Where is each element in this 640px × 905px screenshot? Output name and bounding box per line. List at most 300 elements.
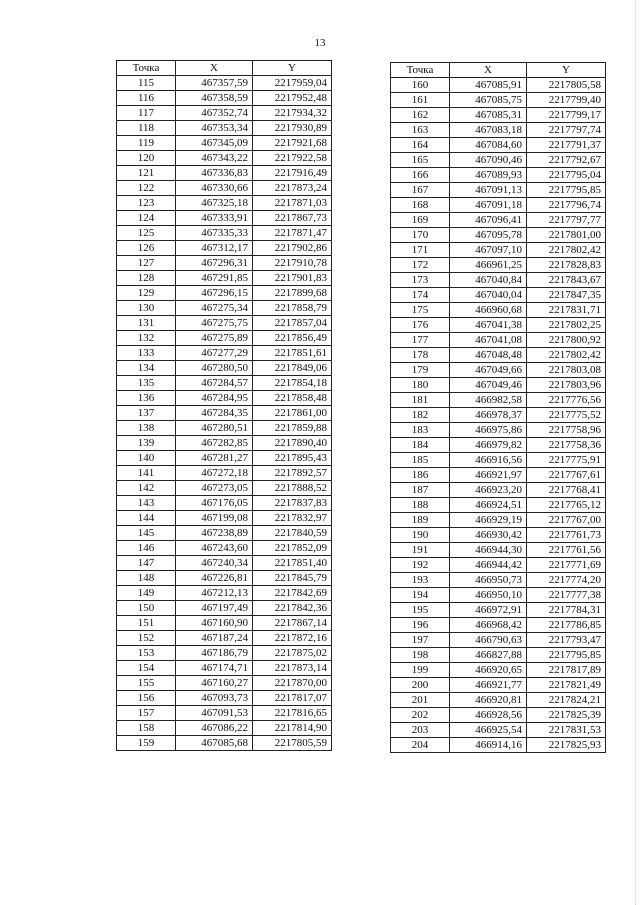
x-coordinate-cell: 467296,15 xyxy=(176,286,253,301)
table-row xyxy=(391,348,606,363)
x-coordinate-cell: 466921,77 xyxy=(450,678,527,693)
table-row xyxy=(391,138,606,153)
table-row xyxy=(391,708,606,723)
x-coordinate-cell: 467275,34 xyxy=(176,301,253,316)
point-number-cell: 125 xyxy=(117,226,176,241)
point-number-cell: 162 xyxy=(391,108,450,123)
table-row xyxy=(117,361,332,376)
table-row xyxy=(117,721,332,736)
table-row xyxy=(117,706,332,721)
x-coordinate-cell: 467186,79 xyxy=(176,646,253,661)
point-number-cell: 127 xyxy=(117,256,176,271)
point-number-cell: 148 xyxy=(117,571,176,586)
point-number-cell: 115 xyxy=(117,76,176,91)
table-row xyxy=(391,273,606,288)
x-coordinate-cell: 466930,42 xyxy=(450,528,527,543)
y-coordinate-cell: 2217792,67 xyxy=(527,153,606,168)
table-row xyxy=(117,496,332,511)
y-coordinate-cell: 2217959,04 xyxy=(253,76,332,91)
x-coordinate-cell: 467281,27 xyxy=(176,451,253,466)
coordinates-table-right xyxy=(390,62,606,753)
y-coordinate-cell: 2217858,48 xyxy=(253,391,332,406)
table-row xyxy=(391,213,606,228)
table-row xyxy=(117,676,332,691)
point-number-cell: 126 xyxy=(117,241,176,256)
y-coordinate-cell: 2217892,57 xyxy=(253,466,332,481)
y-coordinate-cell: 2217828,83 xyxy=(527,258,606,273)
y-coordinate-cell: 2217921,68 xyxy=(253,136,332,151)
y-coordinate-cell: 2217768,41 xyxy=(527,483,606,498)
y-coordinate-cell: 2217774,20 xyxy=(527,573,606,588)
page-number: 13 xyxy=(314,37,326,49)
x-coordinate-cell: 467040,04 xyxy=(450,288,527,303)
table-row xyxy=(117,646,332,661)
y-coordinate-cell: 2217803,96 xyxy=(527,378,606,393)
x-coordinate-cell: 466921,97 xyxy=(450,468,527,483)
y-coordinate-cell: 2217870,00 xyxy=(253,676,332,691)
x-coordinate-cell: 466790,63 xyxy=(450,633,527,648)
x-coordinate-cell: 467090,46 xyxy=(450,153,527,168)
y-coordinate-cell: 2217842,69 xyxy=(253,586,332,601)
x-coordinate-cell: 467174,71 xyxy=(176,661,253,676)
coordinates-table-body xyxy=(391,78,606,753)
y-coordinate-cell: 2217901,83 xyxy=(253,271,332,286)
y-coordinate-cell: 2217872,16 xyxy=(253,631,332,646)
x-coordinate-cell: 466950,10 xyxy=(450,588,527,603)
y-coordinate-cell: 2217817,07 xyxy=(253,691,332,706)
point-number-cell: 146 xyxy=(117,541,176,556)
y-coordinate-cell: 2217821,49 xyxy=(527,678,606,693)
y-coordinate-cell: 2217816,65 xyxy=(253,706,332,721)
point-number-cell: 143 xyxy=(117,496,176,511)
table-row xyxy=(391,648,606,663)
point-number-cell: 156 xyxy=(117,691,176,706)
point-number-cell: 190 xyxy=(391,528,450,543)
y-coordinate-cell: 2217922,58 xyxy=(253,151,332,166)
y-coordinate-cell: 2217791,37 xyxy=(527,138,606,153)
x-coordinate-cell: 467086,22 xyxy=(176,721,253,736)
table-row xyxy=(391,453,606,468)
x-coordinate-cell: 467345,09 xyxy=(176,136,253,151)
table-row xyxy=(391,78,606,93)
table-row xyxy=(117,571,332,586)
y-coordinate-cell: 2217871,03 xyxy=(253,196,332,211)
x-coordinate-cell: 467335,33 xyxy=(176,226,253,241)
point-number-cell: 133 xyxy=(117,346,176,361)
column-header-x: X xyxy=(176,61,253,76)
point-number-cell: 122 xyxy=(117,181,176,196)
table-row xyxy=(391,393,606,408)
y-coordinate-cell: 2217784,31 xyxy=(527,603,606,618)
y-coordinate-cell: 2217902,86 xyxy=(253,241,332,256)
point-number-cell: 161 xyxy=(391,93,450,108)
x-coordinate-cell: 467091,18 xyxy=(450,198,527,213)
point-number-cell: 130 xyxy=(117,301,176,316)
y-coordinate-cell: 2217867,73 xyxy=(253,211,332,226)
y-coordinate-cell: 2217802,25 xyxy=(527,318,606,333)
table-row xyxy=(391,468,606,483)
table-row xyxy=(117,691,332,706)
y-coordinate-cell: 2217814,90 xyxy=(253,721,332,736)
point-number-cell: 157 xyxy=(117,706,176,721)
y-coordinate-cell: 2217859,88 xyxy=(253,421,332,436)
y-coordinate-cell: 2217825,39 xyxy=(527,708,606,723)
x-coordinate-cell: 467160,27 xyxy=(176,676,253,691)
point-number-cell: 189 xyxy=(391,513,450,528)
point-number-cell: 158 xyxy=(117,721,176,736)
y-coordinate-cell: 2217758,96 xyxy=(527,423,606,438)
y-coordinate-cell: 2217858,79 xyxy=(253,301,332,316)
y-coordinate-cell: 2217824,21 xyxy=(527,693,606,708)
point-number-cell: 169 xyxy=(391,213,450,228)
point-number-cell: 142 xyxy=(117,481,176,496)
point-number-cell: 139 xyxy=(117,436,176,451)
x-coordinate-cell: 467199,08 xyxy=(176,511,253,526)
table-row xyxy=(391,423,606,438)
x-coordinate-cell: 467357,59 xyxy=(176,76,253,91)
y-coordinate-cell: 2217775,91 xyxy=(527,453,606,468)
point-number-cell: 164 xyxy=(391,138,450,153)
x-coordinate-cell: 466975,86 xyxy=(450,423,527,438)
y-coordinate-cell: 2217795,04 xyxy=(527,168,606,183)
table-row xyxy=(391,633,606,648)
point-number-cell: 193 xyxy=(391,573,450,588)
point-number-cell: 153 xyxy=(117,646,176,661)
point-number-cell: 118 xyxy=(117,121,176,136)
y-coordinate-cell: 2217843,67 xyxy=(527,273,606,288)
x-coordinate-cell: 467238,89 xyxy=(176,526,253,541)
x-coordinate-cell: 467041,08 xyxy=(450,333,527,348)
table-row xyxy=(117,196,332,211)
y-coordinate-cell: 2217801,00 xyxy=(527,228,606,243)
y-coordinate-cell: 2217831,71 xyxy=(527,303,606,318)
y-coordinate-cell: 2217873,14 xyxy=(253,661,332,676)
table-row xyxy=(391,543,606,558)
y-coordinate-cell: 2217851,61 xyxy=(253,346,332,361)
table-row xyxy=(391,483,606,498)
x-coordinate-cell: 466961,25 xyxy=(450,258,527,273)
point-number-cell: 188 xyxy=(391,498,450,513)
y-coordinate-cell: 2217847,35 xyxy=(527,288,606,303)
table-row xyxy=(117,586,332,601)
table-row xyxy=(117,331,332,346)
point-number-cell: 194 xyxy=(391,588,450,603)
y-coordinate-cell: 2217849,06 xyxy=(253,361,332,376)
x-coordinate-cell: 466928,56 xyxy=(450,708,527,723)
x-coordinate-cell: 467312,17 xyxy=(176,241,253,256)
point-number-cell: 154 xyxy=(117,661,176,676)
point-number-cell: 163 xyxy=(391,123,450,138)
point-number-cell: 168 xyxy=(391,198,450,213)
x-coordinate-cell: 467160,90 xyxy=(176,616,253,631)
column-header-y: Y xyxy=(253,61,332,76)
column-header-point: Точка xyxy=(117,61,176,76)
table-row xyxy=(117,616,332,631)
table-row xyxy=(117,661,332,676)
x-coordinate-cell: 467091,13 xyxy=(450,183,527,198)
y-coordinate-cell: 2217899,68 xyxy=(253,286,332,301)
table-row xyxy=(391,378,606,393)
table-row xyxy=(391,438,606,453)
table-row xyxy=(391,153,606,168)
x-coordinate-cell: 467284,35 xyxy=(176,406,253,421)
x-coordinate-cell: 467284,57 xyxy=(176,376,253,391)
point-number-cell: 149 xyxy=(117,586,176,601)
table-row xyxy=(117,166,332,181)
table-row xyxy=(117,376,332,391)
table-row xyxy=(117,466,332,481)
table-row xyxy=(391,693,606,708)
point-number-cell: 201 xyxy=(391,693,450,708)
point-number-cell: 200 xyxy=(391,678,450,693)
x-coordinate-cell: 467343,22 xyxy=(176,151,253,166)
table-header-row xyxy=(391,63,606,78)
y-coordinate-cell: 2217758,36 xyxy=(527,438,606,453)
point-number-cell: 172 xyxy=(391,258,450,273)
y-coordinate-cell: 2217795,85 xyxy=(527,648,606,663)
x-coordinate-cell: 467325,18 xyxy=(176,196,253,211)
y-coordinate-cell: 2217934,32 xyxy=(253,106,332,121)
y-coordinate-cell: 2217803,08 xyxy=(527,363,606,378)
x-coordinate-cell: 466920,81 xyxy=(450,693,527,708)
point-number-cell: 151 xyxy=(117,616,176,631)
y-coordinate-cell: 2217842,36 xyxy=(253,601,332,616)
point-number-cell: 171 xyxy=(391,243,450,258)
point-number-cell: 178 xyxy=(391,348,450,363)
y-coordinate-cell: 2217795,85 xyxy=(527,183,606,198)
table-row xyxy=(117,91,332,106)
x-coordinate-cell: 467282,85 xyxy=(176,436,253,451)
x-coordinate-cell: 466978,37 xyxy=(450,408,527,423)
y-coordinate-cell: 2217799,17 xyxy=(527,108,606,123)
y-coordinate-cell: 2217799,40 xyxy=(527,93,606,108)
y-coordinate-cell: 2217856,49 xyxy=(253,331,332,346)
y-coordinate-cell: 2217771,69 xyxy=(527,558,606,573)
x-coordinate-cell: 467093,73 xyxy=(176,691,253,706)
x-coordinate-cell: 467049,66 xyxy=(450,363,527,378)
coordinates-table-left xyxy=(116,60,332,751)
x-coordinate-cell: 467336,83 xyxy=(176,166,253,181)
x-coordinate-cell: 466982,58 xyxy=(450,393,527,408)
point-number-cell: 175 xyxy=(391,303,450,318)
point-number-cell: 182 xyxy=(391,408,450,423)
x-coordinate-cell: 467176,05 xyxy=(176,496,253,511)
point-number-cell: 160 xyxy=(391,78,450,93)
point-number-cell: 121 xyxy=(117,166,176,181)
y-coordinate-cell: 2217767,61 xyxy=(527,468,606,483)
y-coordinate-cell: 2217871,47 xyxy=(253,226,332,241)
x-coordinate-cell: 467333,91 xyxy=(176,211,253,226)
table-row xyxy=(391,588,606,603)
table-row xyxy=(117,271,332,286)
x-coordinate-cell: 467275,75 xyxy=(176,316,253,331)
y-coordinate-cell: 2217875,02 xyxy=(253,646,332,661)
point-number-cell: 131 xyxy=(117,316,176,331)
table-row xyxy=(391,93,606,108)
point-number-cell: 140 xyxy=(117,451,176,466)
table-row xyxy=(117,106,332,121)
y-coordinate-cell: 2217797,74 xyxy=(527,123,606,138)
column-header-point: Точка xyxy=(391,63,450,78)
table-row xyxy=(391,603,606,618)
table-row xyxy=(391,663,606,678)
x-coordinate-cell: 466914,16 xyxy=(450,738,527,753)
x-coordinate-cell: 466923,20 xyxy=(450,483,527,498)
point-number-cell: 204 xyxy=(391,738,450,753)
x-coordinate-cell: 467296,31 xyxy=(176,256,253,271)
point-number-cell: 173 xyxy=(391,273,450,288)
y-coordinate-cell: 2217831,53 xyxy=(527,723,606,738)
y-coordinate-cell: 2217761,73 xyxy=(527,528,606,543)
table-row xyxy=(391,528,606,543)
y-coordinate-cell: 2217825,93 xyxy=(527,738,606,753)
table-row xyxy=(391,573,606,588)
table-row xyxy=(117,256,332,271)
x-coordinate-cell: 467089,93 xyxy=(450,168,527,183)
y-coordinate-cell: 2217765,12 xyxy=(527,498,606,513)
y-coordinate-cell: 2217775,52 xyxy=(527,408,606,423)
x-coordinate-cell: 466944,42 xyxy=(450,558,527,573)
table-row xyxy=(117,241,332,256)
table-row xyxy=(117,511,332,526)
y-coordinate-cell: 2217777,38 xyxy=(527,588,606,603)
y-coordinate-cell: 2217861,00 xyxy=(253,406,332,421)
table-row xyxy=(117,211,332,226)
x-coordinate-cell: 467085,91 xyxy=(450,78,527,93)
column-header-y: Y xyxy=(527,63,606,78)
point-number-cell: 185 xyxy=(391,453,450,468)
table-row xyxy=(117,451,332,466)
table-row xyxy=(117,736,332,751)
y-coordinate-cell: 2217796,74 xyxy=(527,198,606,213)
x-coordinate-cell: 466950,73 xyxy=(450,573,527,588)
table-row xyxy=(117,391,332,406)
point-number-cell: 128 xyxy=(117,271,176,286)
table-row xyxy=(117,76,332,91)
y-coordinate-cell: 2217800,92 xyxy=(527,333,606,348)
table-row xyxy=(117,421,332,436)
table-row xyxy=(117,526,332,541)
x-coordinate-cell: 467095,78 xyxy=(450,228,527,243)
table-row xyxy=(391,288,606,303)
y-coordinate-cell: 2217805,59 xyxy=(253,736,332,751)
x-coordinate-cell: 467243,60 xyxy=(176,541,253,556)
point-number-cell: 155 xyxy=(117,676,176,691)
point-number-cell: 187 xyxy=(391,483,450,498)
y-coordinate-cell: 2217910,78 xyxy=(253,256,332,271)
point-number-cell: 177 xyxy=(391,333,450,348)
y-coordinate-cell: 2217797,77 xyxy=(527,213,606,228)
point-number-cell: 135 xyxy=(117,376,176,391)
x-coordinate-cell: 467187,24 xyxy=(176,631,253,646)
y-coordinate-cell: 2217802,42 xyxy=(527,243,606,258)
x-coordinate-cell: 467280,50 xyxy=(176,361,253,376)
x-coordinate-cell: 467240,34 xyxy=(176,556,253,571)
y-coordinate-cell: 2217761,56 xyxy=(527,543,606,558)
x-coordinate-cell: 466960,68 xyxy=(450,303,527,318)
y-coordinate-cell: 2217952,48 xyxy=(253,91,332,106)
table-row xyxy=(117,286,332,301)
point-number-cell: 165 xyxy=(391,153,450,168)
table-row xyxy=(391,228,606,243)
point-number-cell: 170 xyxy=(391,228,450,243)
point-number-cell: 152 xyxy=(117,631,176,646)
table-row xyxy=(391,678,606,693)
point-number-cell: 166 xyxy=(391,168,450,183)
x-coordinate-cell: 466944,30 xyxy=(450,543,527,558)
x-coordinate-cell: 467049,46 xyxy=(450,378,527,393)
x-coordinate-cell: 467352,74 xyxy=(176,106,253,121)
point-number-cell: 180 xyxy=(391,378,450,393)
x-coordinate-cell: 467084,60 xyxy=(450,138,527,153)
table-row xyxy=(117,406,332,421)
y-coordinate-cell: 2217845,79 xyxy=(253,571,332,586)
x-coordinate-cell: 466972,91 xyxy=(450,603,527,618)
table-row xyxy=(391,723,606,738)
table-row xyxy=(391,318,606,333)
y-coordinate-cell: 2217854,18 xyxy=(253,376,332,391)
x-coordinate-cell: 467358,59 xyxy=(176,91,253,106)
point-number-cell: 179 xyxy=(391,363,450,378)
table-row xyxy=(117,631,332,646)
y-coordinate-cell: 2217930,89 xyxy=(253,121,332,136)
x-coordinate-cell: 467284,95 xyxy=(176,391,253,406)
y-coordinate-cell: 2217852,09 xyxy=(253,541,332,556)
point-number-cell: 167 xyxy=(391,183,450,198)
point-number-cell: 132 xyxy=(117,331,176,346)
coordinates-table-body xyxy=(117,76,332,751)
table-header-row xyxy=(117,61,332,76)
x-coordinate-cell: 467273,05 xyxy=(176,481,253,496)
x-coordinate-cell: 466920,65 xyxy=(450,663,527,678)
table-row xyxy=(117,556,332,571)
y-coordinate-cell: 2217895,43 xyxy=(253,451,332,466)
table-row xyxy=(117,121,332,136)
x-coordinate-cell: 467091,53 xyxy=(176,706,253,721)
y-coordinate-cell: 2217840,59 xyxy=(253,526,332,541)
point-number-cell: 141 xyxy=(117,466,176,481)
point-number-cell: 137 xyxy=(117,406,176,421)
table-row xyxy=(391,618,606,633)
table-row xyxy=(117,541,332,556)
point-number-cell: 120 xyxy=(117,151,176,166)
point-number-cell: 144 xyxy=(117,511,176,526)
point-number-cell: 117 xyxy=(117,106,176,121)
table-row xyxy=(391,558,606,573)
x-coordinate-cell: 467197,49 xyxy=(176,601,253,616)
x-coordinate-cell: 467097,10 xyxy=(450,243,527,258)
x-coordinate-cell: 466968,42 xyxy=(450,618,527,633)
point-number-cell: 159 xyxy=(117,736,176,751)
x-coordinate-cell: 467330,66 xyxy=(176,181,253,196)
x-coordinate-cell: 467226,81 xyxy=(176,571,253,586)
x-coordinate-cell: 467041,38 xyxy=(450,318,527,333)
x-coordinate-cell: 467096,41 xyxy=(450,213,527,228)
point-number-cell: 129 xyxy=(117,286,176,301)
y-coordinate-cell: 2217805,58 xyxy=(527,78,606,93)
y-coordinate-cell: 2217867,14 xyxy=(253,616,332,631)
x-coordinate-cell: 467040,84 xyxy=(450,273,527,288)
y-coordinate-cell: 2217793,47 xyxy=(527,633,606,648)
x-coordinate-cell: 466929,19 xyxy=(450,513,527,528)
table-row xyxy=(117,181,332,196)
x-coordinate-cell: 466827,88 xyxy=(450,648,527,663)
table-row xyxy=(391,168,606,183)
x-coordinate-cell: 467272,18 xyxy=(176,466,253,481)
y-coordinate-cell: 2217832,97 xyxy=(253,511,332,526)
point-number-cell: 145 xyxy=(117,526,176,541)
x-coordinate-cell: 466924,51 xyxy=(450,498,527,513)
